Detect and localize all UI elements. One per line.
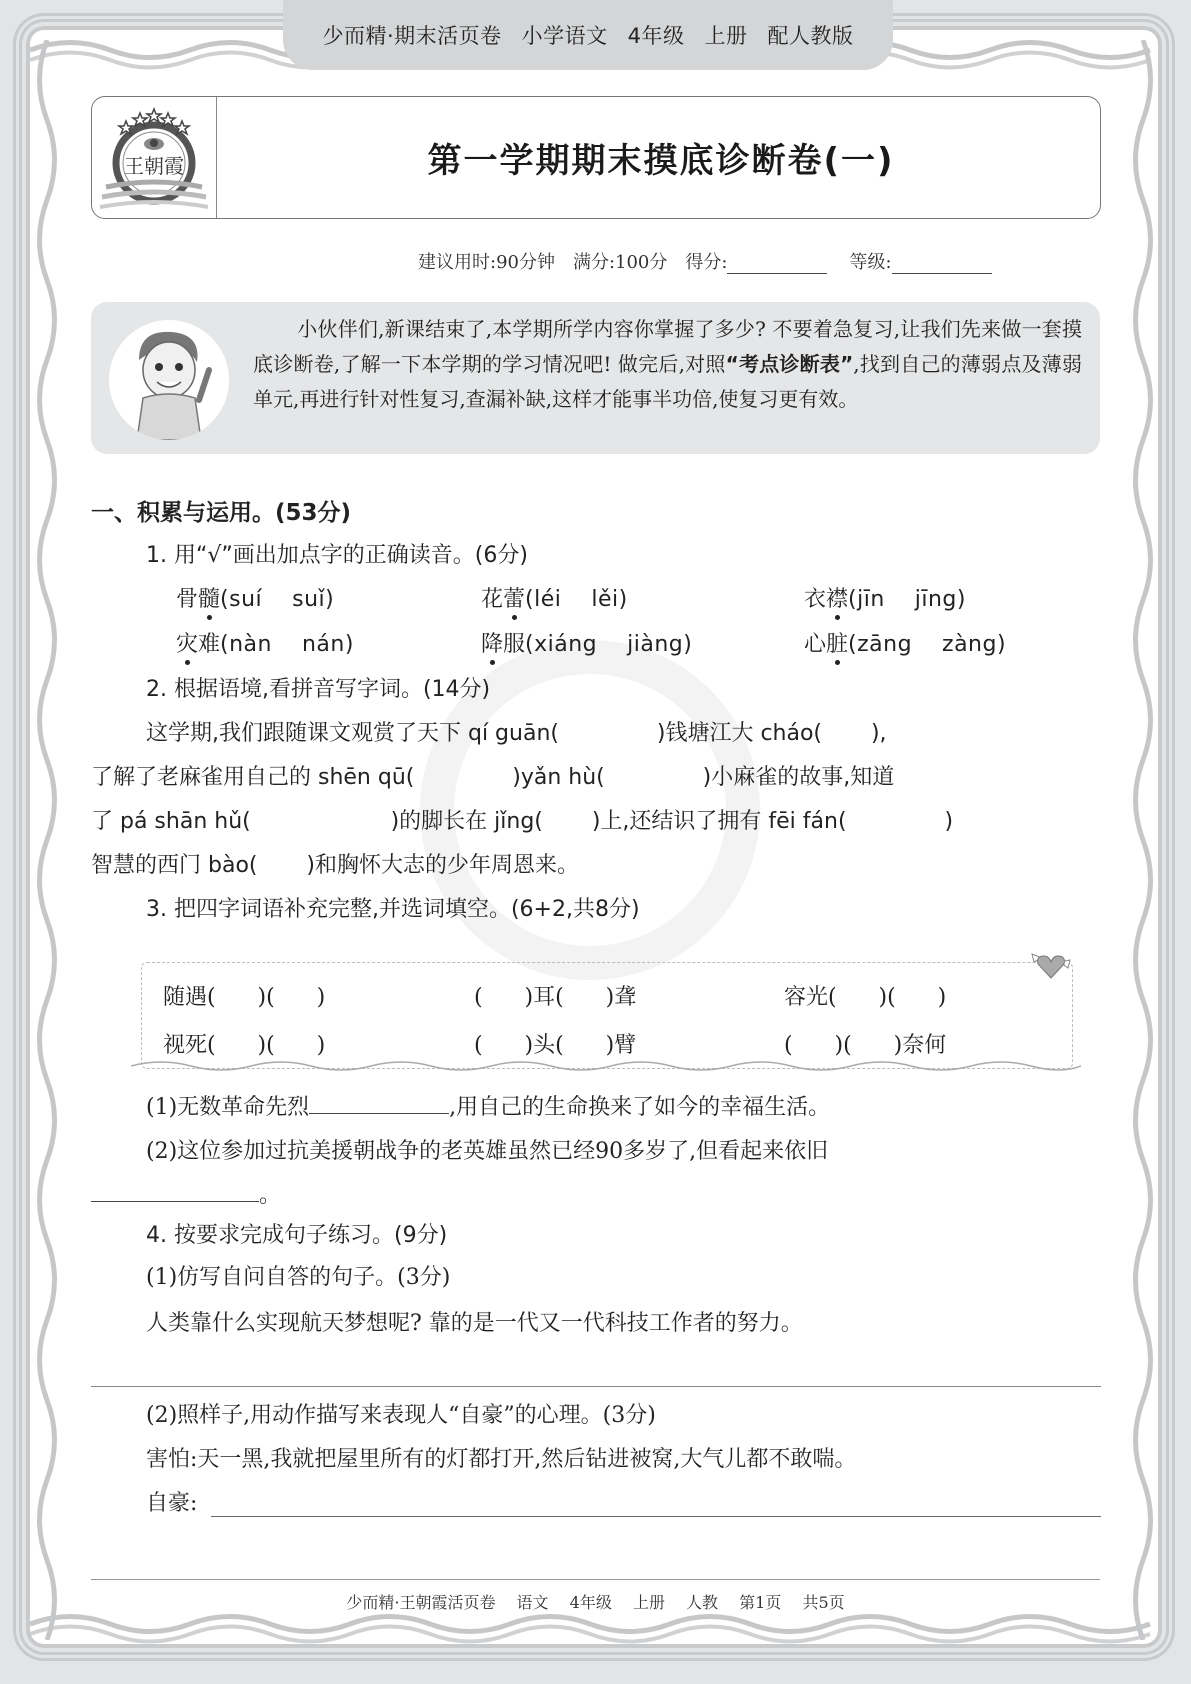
- q2-line-4[interactable]: 智慧的西门 bào( )和胸怀大志的少年周恩来。: [91, 853, 580, 878]
- q3-s2-blank[interactable]: [91, 1200, 259, 1202]
- subject: 小学语文: [521, 24, 608, 48]
- intro-paragraph: 小伙伴们,新课结束了,本学期所学内容你掌握了多少? 不要着急复习,让我们先来做一套摸底诊断卷,了解一下本学期的学习情况吧! 做完后,对照“考点诊断表”,找到自己的薄弱点及薄弱单元,再进行针对性复习,查漏补缺,这样才能事半功倍,使复习更有效。: [253, 317, 1082, 411]
- pinyin-item-6[interactable]: 心脏(zāng zàng): [804, 627, 1006, 658]
- q2-line-2[interactable]: 了解了老麻雀用自己的 shēn qū( )yǎn hù( )小麻雀的故事,知道: [91, 765, 895, 790]
- pinyin-item-4[interactable]: 灾难(nàn nán): [176, 627, 354, 658]
- question-1-title: 1. 用“√”画出加点字的正确读音。(6分): [146, 543, 528, 568]
- footer-divider: [91, 1579, 1100, 1580]
- logo-area: [92, 97, 217, 218]
- wangzhaoxia-logo-icon: [92, 97, 216, 218]
- q3-sentence-2-end: 。: [91, 1178, 281, 1209]
- q3-s1-blank[interactable]: [309, 1112, 449, 1114]
- pinyin-item-1[interactable]: 骨髓(suí suǐ): [176, 582, 334, 613]
- pinyin-item-5[interactable]: 降服(xiáng jiàng): [481, 627, 692, 658]
- suggested-time: 建议用时:90分钟: [418, 252, 555, 273]
- page-title: 第一学期期末摸底诊断卷(一): [427, 141, 895, 181]
- q4-part-2-answer-label: 自豪:: [146, 1491, 198, 1516]
- diagnosis-table-highlight: “考点诊断表”: [725, 352, 854, 376]
- q4-part-1-example: 人类靠什么实现航天梦想呢? 靠的是一代又一代科技工作者的努力。: [146, 1311, 803, 1336]
- wavy-border-bottom: [30, 1612, 1160, 1652]
- grade: 4年级: [627, 24, 685, 48]
- page-footer: 少而精·王朝霞活页卷 语文 4年级 上册 人教 第1页 共5页: [346, 1593, 845, 1612]
- pinyin-item-2[interactable]: 花蕾(léi lěi): [481, 582, 628, 613]
- pinyin-item-3[interactable]: 衣襟(jīn jīng): [804, 582, 966, 613]
- volume: 上册: [704, 24, 748, 48]
- section-title: 一、积累与运用。(53分): [91, 500, 352, 526]
- svg-text:王朝霞: 王朝霞: [124, 154, 184, 178]
- question-3-title: 3. 把四字词语补充完整,并选词填空。(6+2,共8分): [146, 897, 640, 922]
- total-pages: 共5页: [802, 1593, 845, 1612]
- winged-heart-icon: [1028, 946, 1074, 982]
- full-score: 满分:100分: [572, 252, 668, 273]
- edition: 配人教版: [767, 24, 854, 48]
- exam-meta-row: [418, 248, 1100, 274]
- q4-part-2-example: 害怕:天一黑,我就把屋里所有的灯都打开,然后钻进被窝,大气儿都不敢喘。: [146, 1447, 857, 1472]
- q3-sentence-2: (2)这位参加过抗美援朝战争的老英雄虽然已经90多岁了,但看起来依旧: [146, 1139, 829, 1164]
- cartoon-boy-avatar-icon: [109, 320, 229, 440]
- intro-box: [91, 302, 1100, 454]
- wavy-border-right: [1128, 40, 1158, 1640]
- q4-part-2-title: (2)照样子,用动作描写来表现人“自豪”的心理。(3分): [146, 1403, 656, 1428]
- wavy-border-left: [32, 40, 62, 1640]
- series-name: 少而精·期末活页卷: [322, 24, 502, 48]
- question-4-title: 4. 按要求完成句子练习。(9分): [146, 1223, 448, 1248]
- q2-line-1[interactable]: 这学期,我们跟随课文观赏了天下 qí guān( )钱塘江大 cháo( ),: [146, 721, 887, 746]
- grade-label: 等级:: [849, 252, 892, 273]
- idiom-4[interactable]: 视死( )( ): [163, 1033, 326, 1058]
- grade-input-blank[interactable]: [892, 272, 992, 274]
- idiom-6[interactable]: ( )( )奈何: [784, 1033, 947, 1058]
- page-number: 第1页: [739, 1593, 782, 1612]
- title-box: [91, 96, 1101, 219]
- idiom-3[interactable]: 容光( )( ): [784, 985, 947, 1010]
- q2-line-3[interactable]: 了 pá shān hǔ( )的脚长在 jǐng( )上,还结识了拥有 fēi fán( ): [91, 809, 954, 834]
- question-2-title: 2. 根据语境,看拼音写字词。(14分): [146, 677, 491, 702]
- score-label: 得分:: [685, 252, 728, 273]
- idiom-5[interactable]: ( )头( )臂: [474, 1033, 637, 1058]
- q4-part-1-answer-line[interactable]: [91, 1386, 1101, 1387]
- q4-part-1-title: (1)仿写自问自答的句子。(3分): [146, 1265, 451, 1290]
- q3-sentence-1: (1)无数革命先烈 ,用自己的生命换来了如今的幸福生活。: [146, 1095, 831, 1120]
- idiom-1[interactable]: 随遇( )( ): [163, 985, 326, 1010]
- series-header-tab: [283, 0, 893, 70]
- score-input-blank[interactable]: [727, 272, 827, 274]
- q4-part-2-answer-line[interactable]: [211, 1516, 1101, 1517]
- idiom-2[interactable]: ( )耳( )聋: [474, 985, 637, 1010]
